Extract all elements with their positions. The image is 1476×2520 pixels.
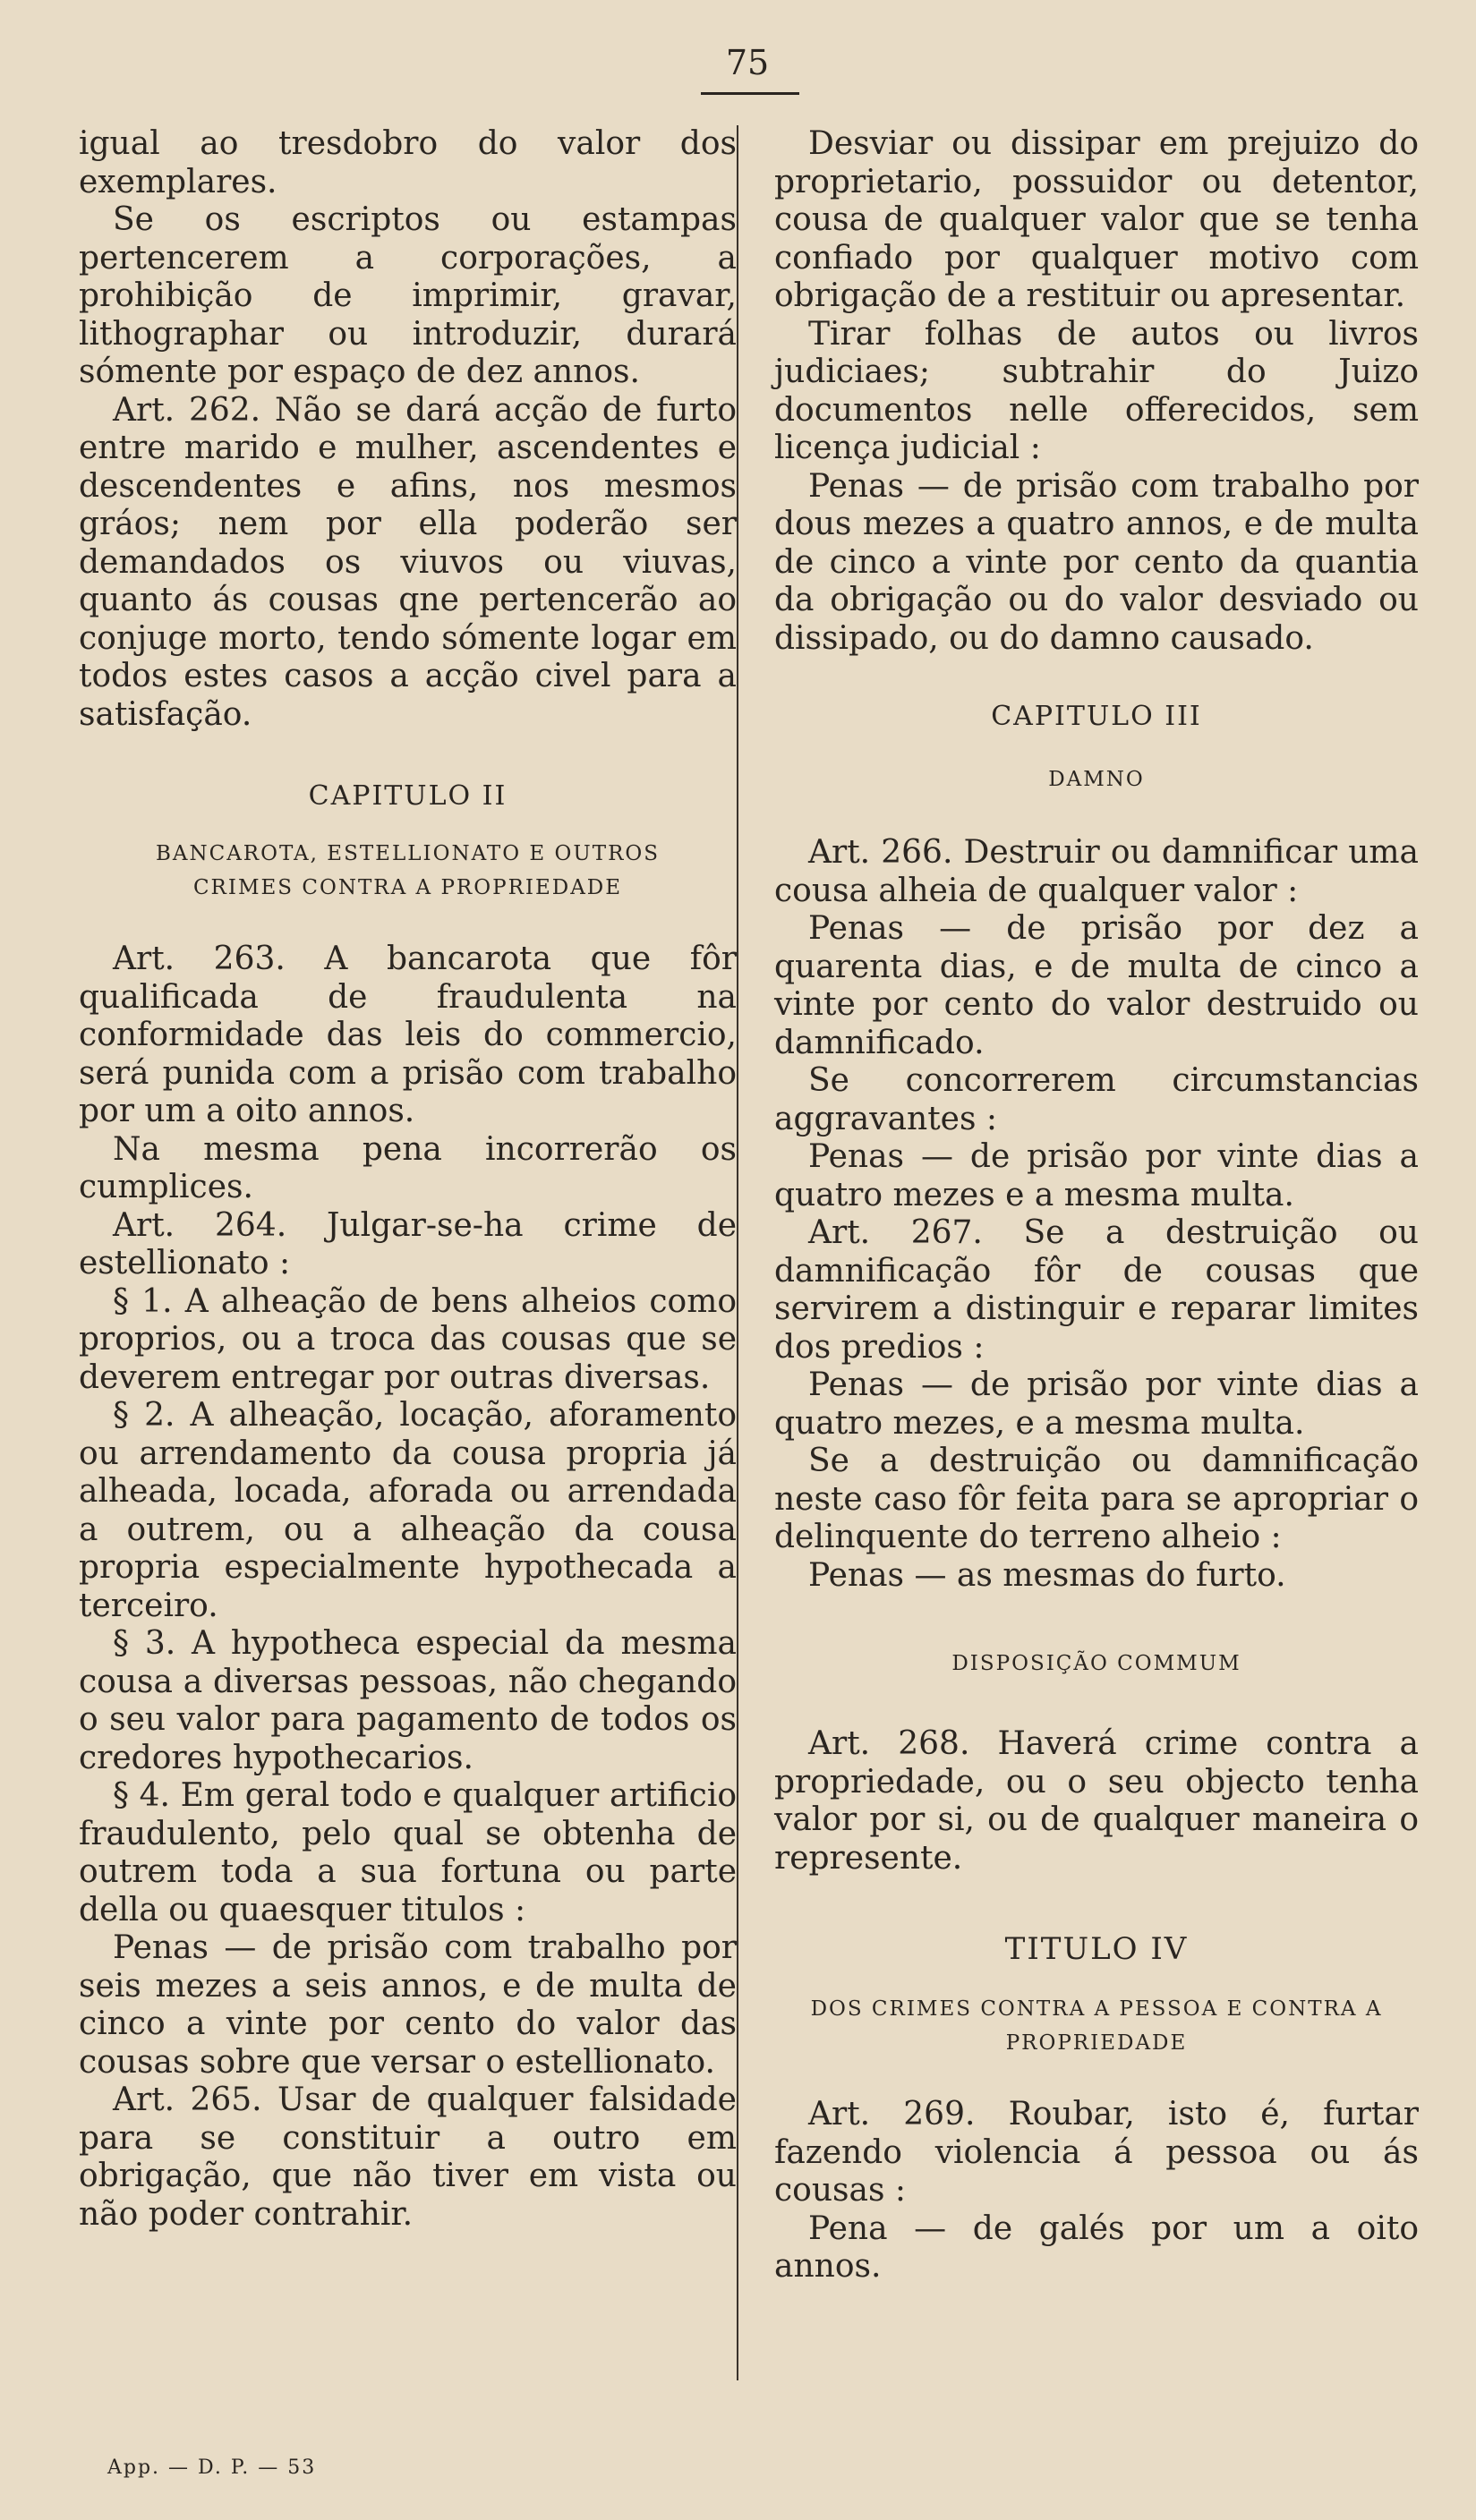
paragraph-escriptos: Se os escriptos ou estampas pertencerem a corporações, a prohibição de imprimir, gravar, lithographar ou introduzir, durará sómente por espaço de dez annos. xyxy=(79,201,737,390)
paragraph-pena-269: Pena — de galés por um a oito annos. xyxy=(774,2209,1419,2285)
page-number-rule xyxy=(701,92,799,95)
disposicao-commum-title: DISPOSIÇÃO COMMUM xyxy=(951,1652,1241,1675)
paragraph-terreno-alheio: Se a destruição ou damnificação neste caso fôr feita para se apropriar o delinquente do terreno alheio : xyxy=(774,1443,1419,1555)
paragraph-art-265: Art. 265. Usar de qualquer falsidade para se constituir a outro em obrigação, que não tiver em vista ou não poder contrahir. xyxy=(79,2082,737,2233)
paragraph-section-1: § 1. A alheação de bens alheios como proprios, ou a troca das cousas que se deverem entregar por outras diversas. xyxy=(79,1282,737,1396)
page-number: 75 xyxy=(725,43,770,82)
paragraph-art-266: Art. 266. Destruir ou damnificar uma cousa alheia de qualquer valor : xyxy=(774,834,1419,909)
paragraph-art-262: Art. 262. Não se dará acção de furto entre marido e mulher, ascendentes e descendentes e afins, nos mesmos gráos; nem por ella poderão ser demandados os viuvos ou viuvas, quanto ás cousas qne pertencerão ao conjuge morto, tendo sómente logar em todos estes casos a acção civel para a satisfação. xyxy=(79,391,737,733)
chapter-ii-subtitle: BANCAROTA, ESTELLIONATO E OUTROS CRIMES CONTRA A PROPRIEDADE xyxy=(155,842,661,899)
chapter-iii-title: CAPITULO III xyxy=(991,701,1202,732)
titulo-iv-title: TITULO IV xyxy=(1004,1931,1189,1967)
paragraph-aggravantes: Se concorrerem circumstancias aggravantes : xyxy=(774,1062,1419,1137)
chapter-iii-subtitle: DAMNO xyxy=(1048,768,1145,791)
paragraph-tirar-folhas: Tirar folhas de autos ou livros judiciaes; subtrahir do Juizo documentos nelle offerecidos, sem licença judicial : xyxy=(774,315,1419,466)
column-divider xyxy=(737,125,738,2380)
paragraph-penas-aggravantes: Penas — de prisão por vinte dias a quatro mezes e a mesma multa. xyxy=(774,1138,1419,1213)
paragraph-section-3: § 3. A hypotheca especial da mesma cousa a diversas pessoas, não chegando o seu valor para pagamento de todos os credores hypothecarios. xyxy=(79,1625,737,1776)
paragraph-penas-desviar: Penas — de prisão com trabalho por dous mezes a quatro annos, e de multa de cinco a vinte por cento da quantia da obrigação ou do valor desviado ou dissipado, ou do damno causado. xyxy=(774,467,1419,657)
paragraph-art-263: Art. 263. A bancarota que fôr qualificada de fraudulenta na conformidade das leis do commercio, será punida com a prisão com trabalho por um a oito annos. xyxy=(79,941,737,1129)
titulo-iv-subtitle: DOS CRIMES CONTRA A PESSOA E CONTRA A PROPRIEDADE xyxy=(810,1997,1383,2055)
paragraph-penas-267: Penas — de prisão por vinte dias a quatro mezes, e a mesma multa. xyxy=(774,1366,1419,1442)
paragraph-art-268: Art. 268. Haverá crime contra a propriedade, ou o seu objecto tenha valor por si, ou de qualquer maneira o represente. xyxy=(774,1725,1419,1877)
paragraph-penas-266: Penas — de prisão por dez a quarenta dias, e de multa de cinco a vinte por cento do valor destruido ou damnificado. xyxy=(774,910,1419,1061)
paragraph-art-269: Art. 269. Roubar, isto é, furtar fazendo violencia á pessoa ou ás cousas : xyxy=(774,2096,1419,2209)
right-column xyxy=(774,125,1419,2286)
chapter-ii-title: CAPITULO II xyxy=(308,780,508,812)
paragraph-section-4: § 4. Em geral todo e qualquer artificio fraudulento, pelo qual se obtenha de outrem toda a sua fortuna ou parte della ou quaesquer titulos : xyxy=(79,1777,737,1928)
left-column xyxy=(79,125,737,2234)
paragraph-section-2: § 2. A alheação, locação, aforamento ou arrendamento da cousa propria já alheada, locada, aforada ou arrendada a outrem, ou a alheação da cousa propria especialmente hypothecada a terceiro. xyxy=(79,1397,737,1624)
paragraph-intro: igual ao tresdobro do valor dos exemplares. xyxy=(79,125,737,200)
paragraph-desviar: Desviar ou dissipar em prejuizo do proprietario, possuidor ou detentor, cousa de qualquer valor que se tenha confiado por qualquer motivo com obrigação de a restituir ou apresentar. xyxy=(774,125,1419,314)
paragraph-penas-furto: Penas — as mesmas do furto. xyxy=(808,1556,1286,1594)
paragraph-art-267: Art. 267. Se a destruição ou damnificação fôr de cousas que servirem a distinguir e reparar limites dos predios : xyxy=(774,1214,1419,1366)
paragraph-penas-264: Penas — de prisão com trabalho por seis mezes a seis annos, e de multa de cinco a vinte por cento do valor das cousas sobre que versar o estellionato. xyxy=(79,1929,737,2081)
page-footer-signature: App. — D. P. — 53 xyxy=(107,2456,317,2479)
paragraph-art-264: Art. 264. Julgar-se-ha crime de estellionato : xyxy=(79,1206,737,1281)
paragraph-cumplices: Na mesma pena incorrerão os cumplices. xyxy=(79,1130,737,1205)
